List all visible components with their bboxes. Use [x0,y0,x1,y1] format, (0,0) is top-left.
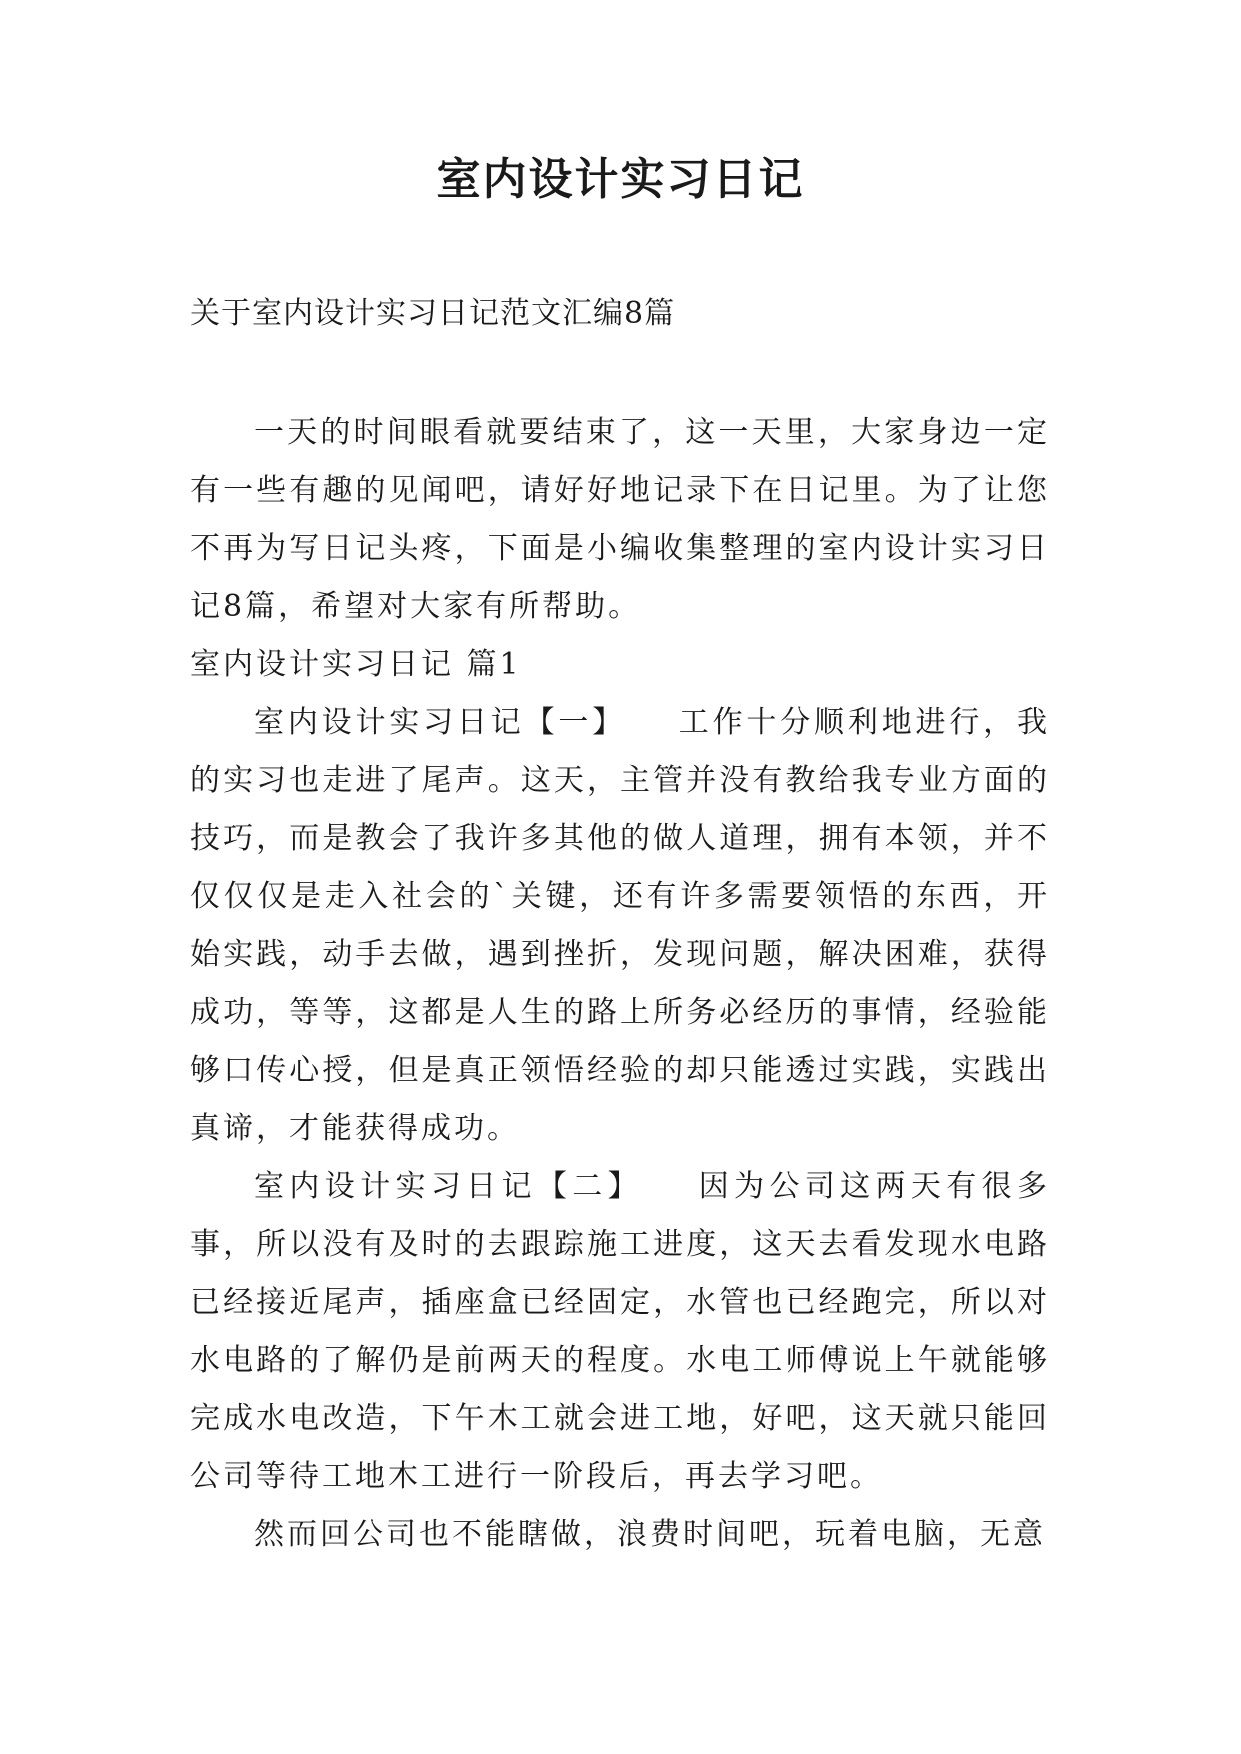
intro-paragraph: 一天的时间眼看就要结束了，这一天里，大家身边一定有一些有趣的见闻吧，请好好地记录下在日记里。为了让您不再为写日记头疼，下面是小编收集整理的室内设计实习日记8篇，希望对大家有所帮助。 [190,415,1050,624]
section-heading-1: 室内设计实习日记 篇1 [190,647,522,682]
diary-entry-2-continued: 然而回公司也不能瞎做，浪费时间吧，玩着电脑，无意 [254,1517,1046,1552]
document-subtitle: 关于室内设计实习日记范文汇编8篇 [190,296,676,331]
diary-entry-1: 室内设计实习日记【一】 工作十分顺利地进行，我的实习也走进了尾声。这天，主管并没有教给我专业方面的技巧，而是教会了我许多其他的做人道理，拥有本领，并不仅仅仅是走入社会的`关键，还有许多需要领悟的东西，开始实践，动手去做，遇到挫折，发现问题，解决困难，获得成功，等等，这都是人生的路上所务必经历的事情，经验能够口传心授，但是真正领悟经验的却只能透过实践，实践出真谛，才能获得成功。 [190,705,1050,1146]
document-body [190,404,1050,1564]
document-title: 室内设计实习日记 [436,154,805,205]
diary-entry-2: 室内设计实习日记【二】 因为公司这两天有很多事，所以没有及时的去跟踪施工进度，这天去看发现水电路已经接近尾声，插座盒已经固定，水管也已经跑完，所以对水电路的了解仍是前两天的程度。水电工师傅说上午就能够完成水电改造，下午木工就会进工地，好吧，这天就只能回公司等待工地木工进行一阶段后，再去学习吧。 [190,1169,1050,1494]
